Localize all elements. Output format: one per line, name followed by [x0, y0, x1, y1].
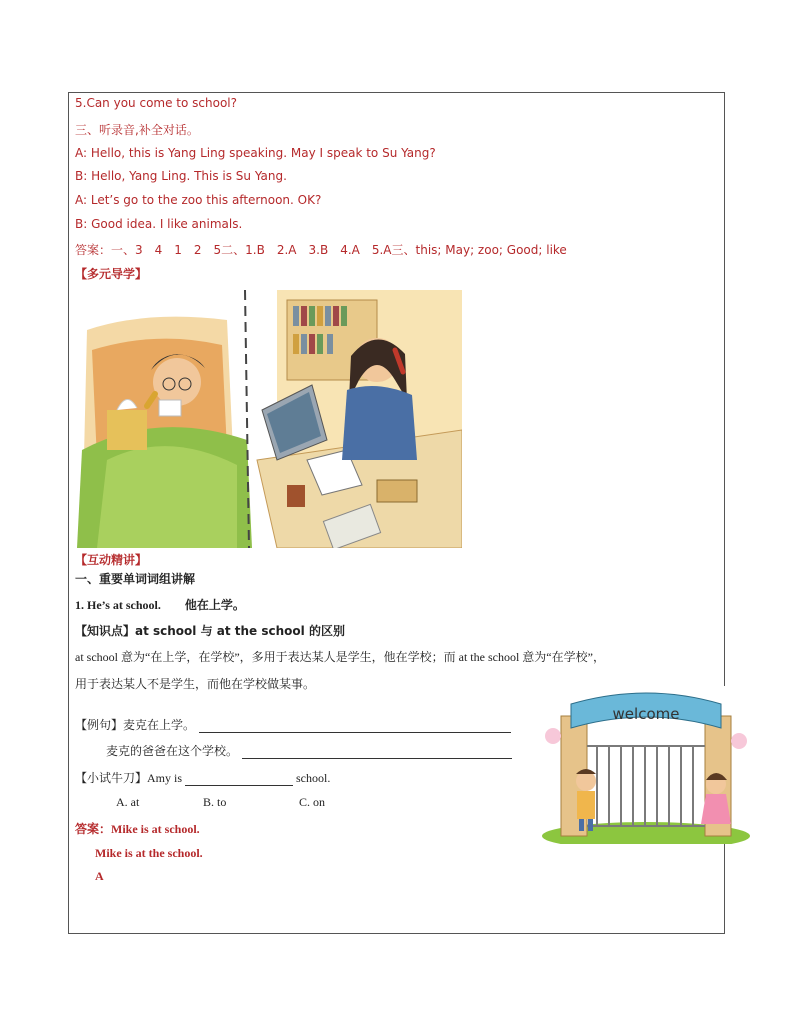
option-c[interactable]: C. on	[299, 795, 326, 809]
dialogue-line-4: B: Good idea. I like animals.	[75, 217, 243, 231]
example-line-2	[106, 742, 512, 759]
try-end: school.	[296, 771, 331, 785]
item-1: 1. He’s at school. 他在上学。	[75, 598, 245, 612]
sick-person	[153, 358, 201, 406]
dialogue-line-2: B: Hello, Yang Ling. This is Su Yang.	[75, 169, 287, 183]
knowledge-label: 【知识点】at school 与 at the school 的区别	[75, 624, 345, 638]
section-hudong-title: 【互动精讲】	[75, 553, 148, 567]
answer-2: Mike is at the school.	[95, 846, 203, 860]
option-b[interactable]: B. to	[203, 795, 227, 809]
desk-phone	[377, 480, 417, 502]
question-5: 5.Can you come to school?	[75, 96, 237, 110]
knowledge-text-1: at school 意为“在上学，在学校”，多用于表达某人是学生，他在学校；而 at the school 意为“在学校”，	[75, 650, 605, 664]
example-blank-1[interactable]	[199, 720, 511, 733]
option-a[interactable]: A. at	[116, 795, 140, 809]
answer-label: 答案：Mike is at school.	[75, 822, 200, 836]
section-3-title: 三、听录音,补全对话。	[75, 123, 199, 137]
mug	[287, 485, 305, 507]
try-label: 【小试牛刀】Amy is	[75, 771, 183, 785]
try-blank[interactable]	[185, 773, 293, 786]
part-1-title: 一、重要单词词组讲解	[75, 572, 196, 586]
welcome-sign: welcome	[612, 705, 680, 723]
dialogue-line-1: A: Hello, this is Yang Ling speaking. May I speak to Su Yang?	[75, 146, 436, 160]
tissue-box	[107, 410, 147, 450]
dialogue-line-3: A: Let’s go to the zoo this afternoon. OK?	[75, 193, 322, 207]
school-gate-illustration	[541, 686, 751, 844]
example-2-text: 麦克的爸爸在这个学校。	[106, 744, 239, 758]
answer-3: A	[95, 869, 104, 883]
example-blank-2[interactable]	[242, 746, 512, 759]
example-line-1	[75, 716, 511, 733]
knowledge-text-2: 用于表达某人不是学生，而他在学校做某事。	[75, 677, 316, 691]
section-duoyuan-title: 【多元导学】	[75, 267, 148, 281]
example-label: 【例句】麦克在上学。	[75, 718, 196, 732]
phone-call-illustration	[77, 290, 462, 548]
try-line	[75, 769, 330, 786]
answer-key: 答案：一、3 4 1 2 5二、1.B 2.A 3.B 4.A 5.A三、this; May; zoo; Good; like	[75, 243, 567, 257]
